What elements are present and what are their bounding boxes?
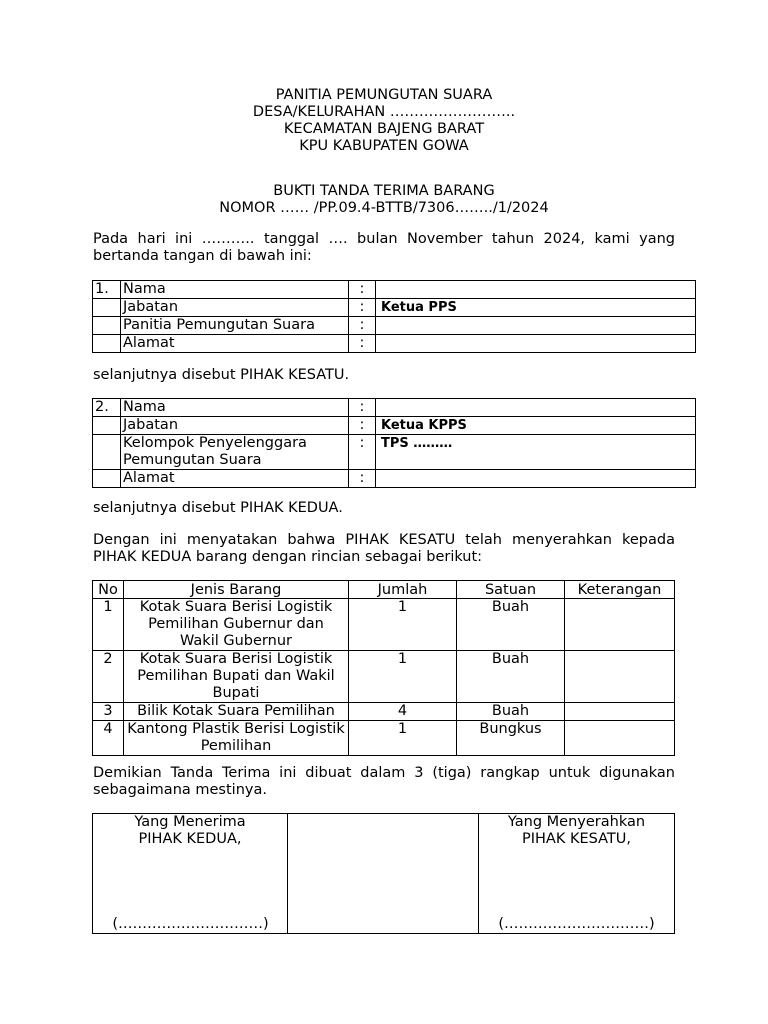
header-keterangan: Keterangan bbox=[565, 581, 675, 599]
party2-value: Ketua KPPS bbox=[376, 417, 696, 435]
item-jenis: Kotak Suara Berisi Logistik Pemilihan Bupati dan Wakil Bupati bbox=[124, 651, 349, 703]
items-header-row bbox=[93, 581, 675, 599]
item-no: 3 bbox=[93, 703, 124, 721]
header-line-1: PANITIA PEMUNGUTAN SUARA bbox=[275, 87, 493, 103]
party2-number: 2. bbox=[93, 399, 121, 417]
party2-label: Kelompok Penyelenggara Pemungutan Suara bbox=[121, 435, 349, 470]
table-row bbox=[93, 721, 675, 756]
header-line-3: KECAMATAN BAJENG BARAT bbox=[283, 121, 485, 137]
party1-row bbox=[93, 281, 696, 299]
empty-cell bbox=[93, 299, 121, 317]
party1-designation: selanjutnya disebut PIHAK KESATU. bbox=[93, 367, 350, 383]
party2-label: Alamat bbox=[121, 470, 349, 488]
party1-row bbox=[93, 317, 696, 335]
colon: : bbox=[349, 281, 376, 299]
party1-label: Alamat bbox=[121, 335, 349, 353]
item-no: 1 bbox=[93, 599, 124, 651]
receiver-name-blank: (…………………………) bbox=[112, 916, 269, 932]
colon: : bbox=[349, 399, 376, 417]
header-line-4: KPU KABUPATEN GOWA bbox=[299, 138, 469, 154]
party2-label: Jabatan bbox=[121, 417, 349, 435]
item-keterangan bbox=[565, 703, 675, 721]
party1-value bbox=[376, 281, 696, 299]
giver-signature bbox=[479, 814, 675, 934]
item-jenis: Kantong Plastik Berisi Logistik Pemilihan bbox=[124, 721, 349, 756]
item-jenis: Kotak Suara Berisi Logistik Pemilihan Gubernur dan Wakil Gubernur bbox=[124, 599, 349, 651]
receiver-signature bbox=[93, 814, 288, 934]
table-row bbox=[93, 703, 675, 721]
item-jumlah: 1 bbox=[349, 651, 457, 703]
empty-signature-cell bbox=[288, 814, 479, 934]
party2-row bbox=[93, 399, 696, 417]
receiver-caption: Yang Menerima bbox=[134, 814, 246, 830]
colon: : bbox=[349, 435, 376, 470]
signature-table bbox=[92, 813, 675, 934]
item-keterangan bbox=[565, 651, 675, 703]
item-jumlah: 4 bbox=[349, 703, 457, 721]
party2-table bbox=[92, 398, 696, 488]
party1-value bbox=[376, 335, 696, 353]
giver-party: PIHAK KESATU, bbox=[522, 831, 631, 847]
item-satuan: Buah bbox=[457, 651, 565, 703]
party1-label: Nama bbox=[121, 281, 349, 299]
party2-row bbox=[93, 435, 696, 470]
item-satuan: Buah bbox=[457, 599, 565, 651]
giver-name-blank: (…………………………) bbox=[498, 916, 655, 932]
party1-table bbox=[92, 280, 696, 353]
party2-row bbox=[93, 470, 696, 488]
header-jenis: Jenis Barang bbox=[124, 581, 349, 599]
signature-row bbox=[93, 814, 675, 934]
empty-cell bbox=[93, 435, 121, 470]
party2-designation: selanjutnya disebut PIHAK KEDUA. bbox=[93, 500, 343, 516]
party2-value bbox=[376, 470, 696, 488]
item-keterangan bbox=[565, 599, 675, 651]
empty-cell bbox=[93, 317, 121, 335]
intro-paragraph: Pada hari ini ……….. tanggal …. bulan November tahun 2024, kami yang bertanda tangan di bawah ini: bbox=[93, 231, 675, 264]
colon: : bbox=[349, 299, 376, 317]
colon: : bbox=[349, 335, 376, 353]
closing-paragraph: Demikian Tanda Terima ini dibuat dalam 3 (tiga) rangkap untuk digunakan sebagaimana mestinya. bbox=[93, 765, 675, 798]
party1-value: Ketua PPS bbox=[376, 299, 696, 317]
document-header bbox=[0, 87, 768, 155]
header-jumlah: Jumlah bbox=[349, 581, 457, 599]
table-row bbox=[93, 651, 675, 703]
party1-label: Panitia Pemungutan Suara bbox=[121, 317, 349, 335]
party2-value: TPS ……… bbox=[376, 435, 696, 470]
table-row bbox=[93, 599, 675, 651]
colon: : bbox=[349, 470, 376, 488]
items-table bbox=[92, 580, 675, 756]
giver-caption: Yang Menyerahkan bbox=[507, 814, 646, 830]
statement-paragraph: Dengan ini menyatakan bahwa PIHAK KESATU telah menyerahkan kepada PIHAK KEDUA barang dengan rincian sebagai berikut: bbox=[93, 532, 675, 565]
item-satuan: Bungkus bbox=[457, 721, 565, 756]
item-jumlah: 1 bbox=[349, 599, 457, 651]
party1-value bbox=[376, 317, 696, 335]
header-line-2: DESA/KELURAHAN …………………….. bbox=[252, 104, 516, 120]
item-no: 2 bbox=[93, 651, 124, 703]
item-satuan: Buah bbox=[457, 703, 565, 721]
item-jumlah: 1 bbox=[349, 721, 457, 756]
item-keterangan bbox=[565, 721, 675, 756]
document-number: NOMOR …… /PP.09.4-BTTB/7306……../1/2024 bbox=[219, 200, 549, 216]
item-no: 4 bbox=[93, 721, 124, 756]
header-satuan: Satuan bbox=[457, 581, 565, 599]
document-title bbox=[0, 183, 768, 217]
item-jenis: Bilik Kotak Suara Pemilihan bbox=[124, 703, 349, 721]
colon: : bbox=[349, 317, 376, 335]
party1-row bbox=[93, 335, 696, 353]
party2-row bbox=[93, 417, 696, 435]
party2-label: Nama bbox=[121, 399, 349, 417]
party1-number: 1. bbox=[93, 281, 121, 299]
receiver-party: PIHAK KEDUA, bbox=[138, 831, 242, 847]
empty-cell bbox=[93, 417, 121, 435]
empty-cell bbox=[93, 470, 121, 488]
header-no: No bbox=[93, 581, 124, 599]
party1-label: Jabatan bbox=[121, 299, 349, 317]
colon: : bbox=[349, 417, 376, 435]
empty-cell bbox=[93, 335, 121, 353]
party2-value bbox=[376, 399, 696, 417]
party1-row bbox=[93, 299, 696, 317]
title-line: BUKTI TANDA TERIMA BARANG bbox=[273, 183, 495, 199]
